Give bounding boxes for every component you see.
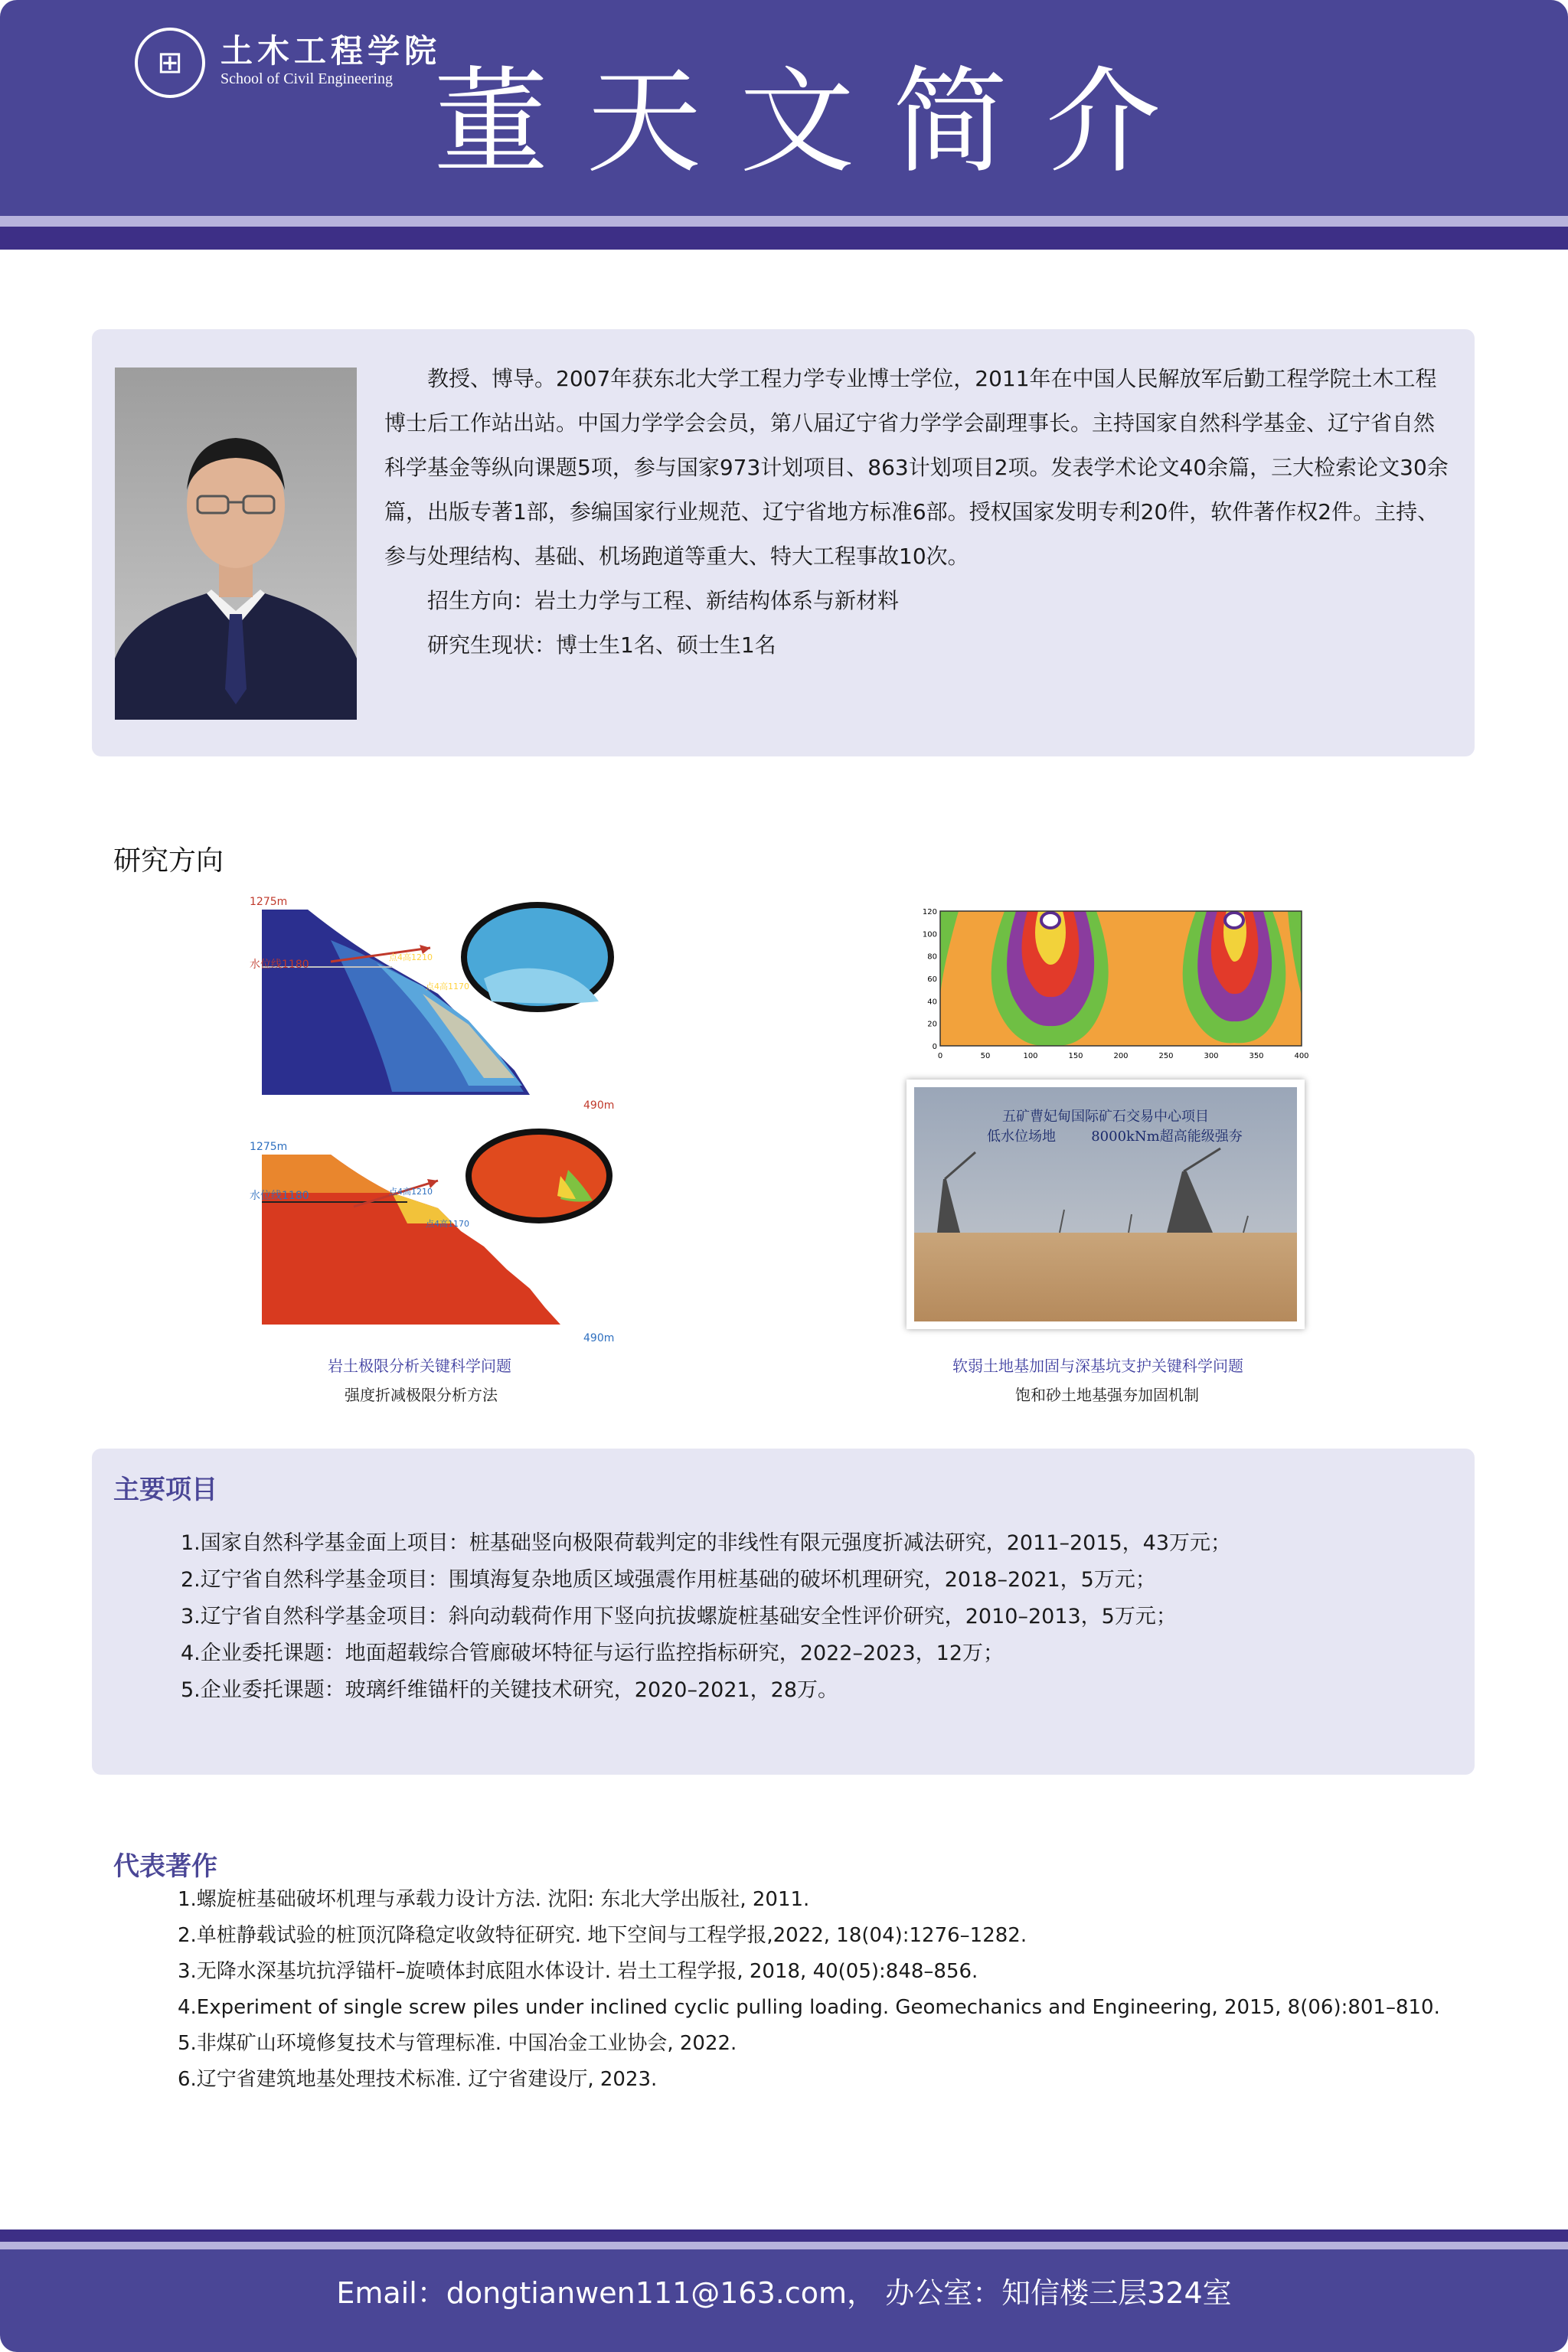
school-seal-icon: ⊞ bbox=[135, 28, 205, 98]
contour-x-tick: 300 bbox=[1204, 1052, 1219, 1060]
logo-chinese-name: 土木工程学院 bbox=[220, 32, 442, 70]
bio-paragraph-students: 研究生现状：博士生1名、硕士生1名 bbox=[427, 632, 776, 658]
contour-y-tick: 40 bbox=[927, 998, 937, 1007]
slope-bottom-water-level: 水位线1180 bbox=[250, 1190, 309, 1202]
research-right-caption-blue: 软弱土地基加固与深基坑支护关键科学问题 bbox=[952, 1357, 1243, 1375]
research-section-title: 研究方向 bbox=[113, 845, 224, 877]
bio-paragraph-summary: 教授、博导。2007年获东北大学工程力学专业博士学位，2011年在中国人民解放军后勤工程学院土木工程博士后工作站出站。中国力学学会会员，第八届辽宁省力学学会副理事长。主持国家自然科学基金、辽宁省自然科学基金等纵向课题5项，参与国家973计划项目、863计划项目2项。发表学术论文40余篇，三大检索论文30余篇，出版专著1部，参编国家行业规范、辽宁省地方标准6部。授权国家发明专利20件，软件著作权2件。主持、参与处理结构、基础、机场跑道等重大、特大工程事故10次。 bbox=[384, 366, 1449, 569]
slope-top-point-a: 点4高1210 bbox=[389, 952, 433, 962]
contour-y-tick: 80 bbox=[927, 952, 937, 962]
slope-top-elev-bottom: 490m bbox=[583, 1099, 615, 1112]
header-stripe-light bbox=[0, 216, 1568, 227]
contour-y-tick: 120 bbox=[922, 908, 937, 916]
projects-list bbox=[181, 1525, 1444, 1709]
research-left-caption-blue: 岩土极限分析关键科学问题 bbox=[328, 1357, 511, 1375]
contour-y-tick: 100 bbox=[922, 930, 937, 939]
publications-list bbox=[178, 1882, 1494, 2098]
portrait-photo bbox=[115, 368, 357, 720]
bio-text bbox=[384, 357, 1452, 668]
contour-x-tick: 350 bbox=[1249, 1052, 1264, 1060]
project-item: 3.辽宁省自然科学基金项目：斜向动载荷作用下竖向抗拔螺旋桩基础安全性评价研究，2010–2013，5万元； bbox=[181, 1605, 1177, 1628]
contour-x-tick: 100 bbox=[1023, 1052, 1038, 1060]
contour-x-tick: 400 bbox=[1294, 1052, 1309, 1060]
project-item: 1.国家自然科学基金面上项目：桩基础竖向极限荷载判定的非线性有限元强度折减法研究，2011–2015，43万元； bbox=[181, 1531, 1232, 1555]
projects-section-title: 主要项目 bbox=[113, 1475, 217, 1505]
contour-y-tick: 60 bbox=[927, 975, 937, 984]
publication-item: 5.非煤矿山环境修复技术与管理标准. 中国冶金工业协会, 2022. bbox=[178, 2032, 737, 2055]
contact-separator: ， bbox=[847, 2276, 877, 2310]
contour-y-tick: 0 bbox=[932, 1043, 937, 1051]
email-label: Email： bbox=[336, 2276, 446, 2310]
footer-stripe-light bbox=[0, 2242, 1568, 2249]
slope-top-elev-top: 1275m bbox=[250, 896, 288, 908]
portrait-illustration bbox=[115, 368, 357, 720]
photo-caption-energy: 8000kNm超高能级强夯 bbox=[1091, 1129, 1243, 1145]
contact-line bbox=[0, 2269, 1568, 2311]
compaction-site-photo bbox=[906, 1080, 1305, 1329]
research-right-caption-black: 饱和砂土地基强夯加固机制 bbox=[1015, 1386, 1199, 1404]
email-link[interactable]: dongtianwen111@163.com bbox=[446, 2276, 848, 2310]
contour-plot-figure bbox=[913, 903, 1314, 1072]
footer-stripe-dark bbox=[0, 2230, 1568, 2242]
office-label: 办公室： bbox=[885, 2276, 1002, 2310]
photo-caption-project: 五矿曹妃甸国际矿石交易中心项目 bbox=[1002, 1109, 1209, 1125]
school-logo bbox=[135, 23, 442, 107]
project-item: 5.企业委托课题：玻璃纤维锚杆的关键技术研究，2020–2021，28万。 bbox=[181, 1678, 839, 1702]
contour-x-tick: 250 bbox=[1158, 1052, 1174, 1060]
contour-x-tick: 0 bbox=[937, 1052, 943, 1060]
contour-x-tick: 200 bbox=[1113, 1052, 1129, 1060]
slope-bottom-point-b: 点4高1170 bbox=[426, 1219, 469, 1229]
project-item: 2.辽宁省自然科学基金项目：围填海复杂地质区域强震作用桩基础的破坏机理研究，2018–2021，5万元； bbox=[181, 1568, 1156, 1592]
project-item: 4.企业委托课题：地面超载综合管廊破坏特征与运行监控指标研究，2022–2023，12万； bbox=[181, 1642, 1004, 1665]
contour-x-tick: 50 bbox=[980, 1052, 991, 1060]
publication-item: 6.辽宁省建筑地基处理技术标准. 辽宁省建设厅, 2023. bbox=[178, 2068, 658, 2091]
photo-caption-site: 低水位场地 bbox=[987, 1129, 1056, 1145]
header-stripe-dark bbox=[0, 227, 1568, 250]
logo-english-name: School of Civil Engineering bbox=[220, 70, 393, 87]
slope-mesh-figure bbox=[239, 894, 632, 1118]
bio-paragraph-enrollment: 招生方向：岩土力学与工程、新结构体系与新材料 bbox=[427, 588, 900, 613]
office-location: 知信楼三层324室 bbox=[1001, 2276, 1232, 2310]
publication-item: 2.单桩静载试验的桩顶沉降稳定收敛特征研究. 地下空间与工程学报,2022, 18(04):1276–1282. bbox=[178, 1924, 1027, 1947]
slope-top-point-b: 点4高1170 bbox=[426, 982, 469, 991]
contour-y-tick: 20 bbox=[927, 1020, 937, 1029]
publication-item: 3.无降水深基坑抗浮锚杆–旋喷体封底阻水体设计. 岩土工程学报, 2018, 40(05):848–856. bbox=[178, 1960, 978, 1983]
slope-top-water-level: 水位线1180 bbox=[250, 959, 309, 971]
slope-bottom-elev-top: 1275m bbox=[250, 1141, 288, 1153]
publications-section-title: 代表著作 bbox=[113, 1851, 217, 1882]
contour-x-tick: 150 bbox=[1068, 1052, 1083, 1060]
slope-bottom-point-a: 点4高1210 bbox=[389, 1187, 433, 1197]
publication-item: 4.Experiment of single screw piles under inclined cyclic pulling loading. Geomechanics and Engineering, 2015, 8(06):801–810. bbox=[178, 1996, 1440, 2019]
slope-strength-figure bbox=[239, 1124, 632, 1348]
research-left-caption-black: 强度折减极限分析方法 bbox=[345, 1386, 498, 1404]
slope-bottom-elev-bottom: 490m bbox=[583, 1332, 615, 1344]
publication-item: 1.螺旋桩基础破坏机理与承载力设计方法. 沈阳: 东北大学出版社, 2011. bbox=[178, 1888, 810, 1911]
page-title: 董天文简介 bbox=[433, 56, 1200, 189]
